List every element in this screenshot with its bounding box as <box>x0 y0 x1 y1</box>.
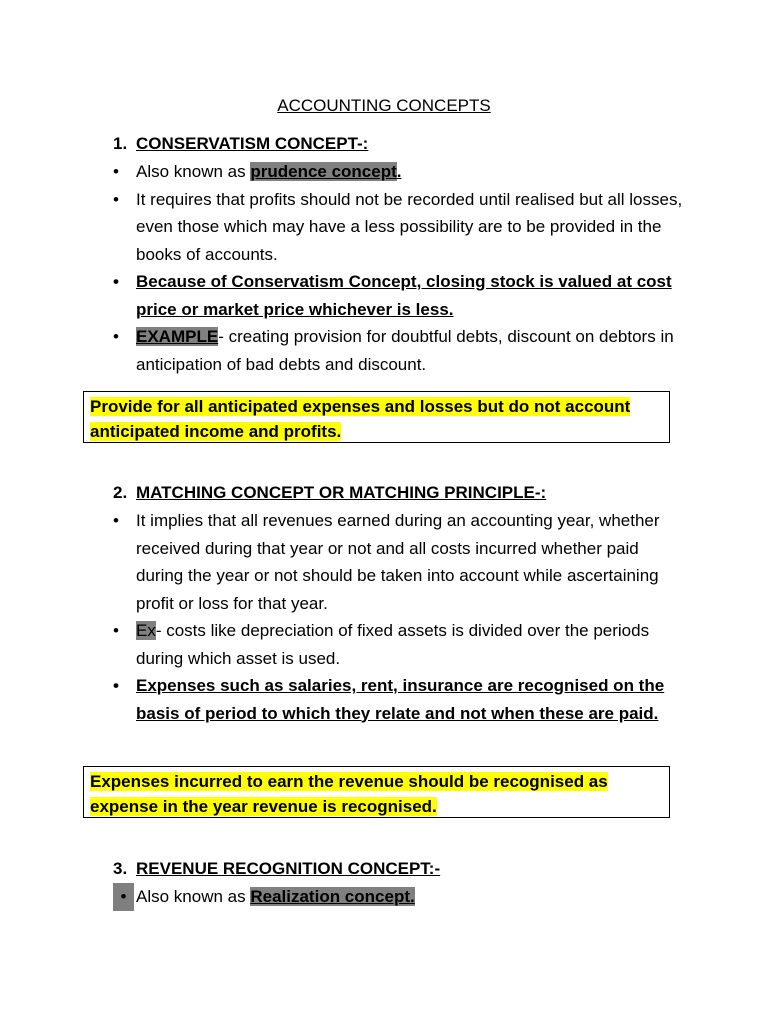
section-1-number: 1. <box>113 134 128 153</box>
s1-b2-text: It requires that profits should not be recorded until realised but all losses, even those which may have a less possibility are to be provided in the books of accounts. <box>136 189 683 264</box>
s2-box-text: Expenses incurred to earn the revenue should be recognised as expense in the year revenue is recognised. <box>90 772 608 816</box>
list-item <box>113 883 685 911</box>
s1-b4-text: - creating provision for doubtful debts, discount on debtors in anticipation of bad debts and discount. <box>136 327 674 374</box>
list-item <box>113 323 685 378</box>
s2-b2-highlight: Ex <box>136 621 156 640</box>
s1-b1-highlight: prudence concept <box>250 162 397 181</box>
section-2-number: 2. <box>113 483 128 502</box>
s1-b4-highlight: EXAMPLE <box>136 327 219 346</box>
s1-b1-end: . <box>396 162 402 181</box>
s1-b1-prefix: Also known as <box>136 162 251 181</box>
section-3-title: REVENUE RECOGNITION CONCEPT:- <box>136 859 441 878</box>
section-1-title: CONSERVATISM CONCEPT-: <box>136 134 369 153</box>
section-1-summary-box <box>83 391 670 443</box>
bullet-icon: • <box>113 621 119 640</box>
list-item <box>113 186 685 269</box>
bullet-icon: • <box>113 883 134 911</box>
page-title: ACCOUNTING CONCEPTS <box>277 96 491 115</box>
s1-box-text: Provide for all anticipated expenses and losses but do not account anticipated income and profits. <box>90 397 631 441</box>
section-1-heading <box>113 130 368 158</box>
list-item <box>113 268 685 323</box>
bullet-icon: • <box>113 676 119 695</box>
s1-b3-text: Because of Conservatism Concept, closing stock is valued at cost price or market price whichever is less. <box>136 272 672 319</box>
list-item <box>113 158 685 186</box>
list-item <box>113 507 685 617</box>
bullet-icon: • <box>113 162 119 181</box>
s2-b2-text: - costs like depreciation of fixed assets is divided over the periods during which asset is used. <box>136 621 650 668</box>
section-1-list <box>113 158 685 378</box>
s3-b1-highlight: Realization concept. <box>250 887 415 906</box>
section-2-summary-box <box>83 766 670 818</box>
list-item <box>113 672 685 727</box>
section-3-heading <box>113 855 440 883</box>
s2-b3-text: Expenses such as salaries, rent, insurance are recognised on the basis of period to which they relate and not when these are paid. <box>136 676 665 723</box>
bullet-icon: • <box>113 272 119 291</box>
section-3-list <box>113 883 685 911</box>
bullet-icon: • <box>113 189 119 209</box>
s2-b1-text: It implies that all revenues earned during an accounting year, whether received during that year or not and all costs incurred whether paid during the year or not should be taken into account while ascertaining profit or loss for that year. <box>136 511 660 613</box>
section-2-heading <box>113 479 546 507</box>
section-2-list <box>113 507 685 727</box>
bullet-icon: • <box>113 327 119 346</box>
section-3-number: 3. <box>113 859 128 878</box>
bullet-icon: • <box>113 511 119 530</box>
s3-b1-prefix: Also known as <box>136 887 251 906</box>
section-2-title: MATCHING CONCEPT OR MATCHING PRINCIPLE-: <box>136 483 547 502</box>
list-item <box>113 617 685 672</box>
